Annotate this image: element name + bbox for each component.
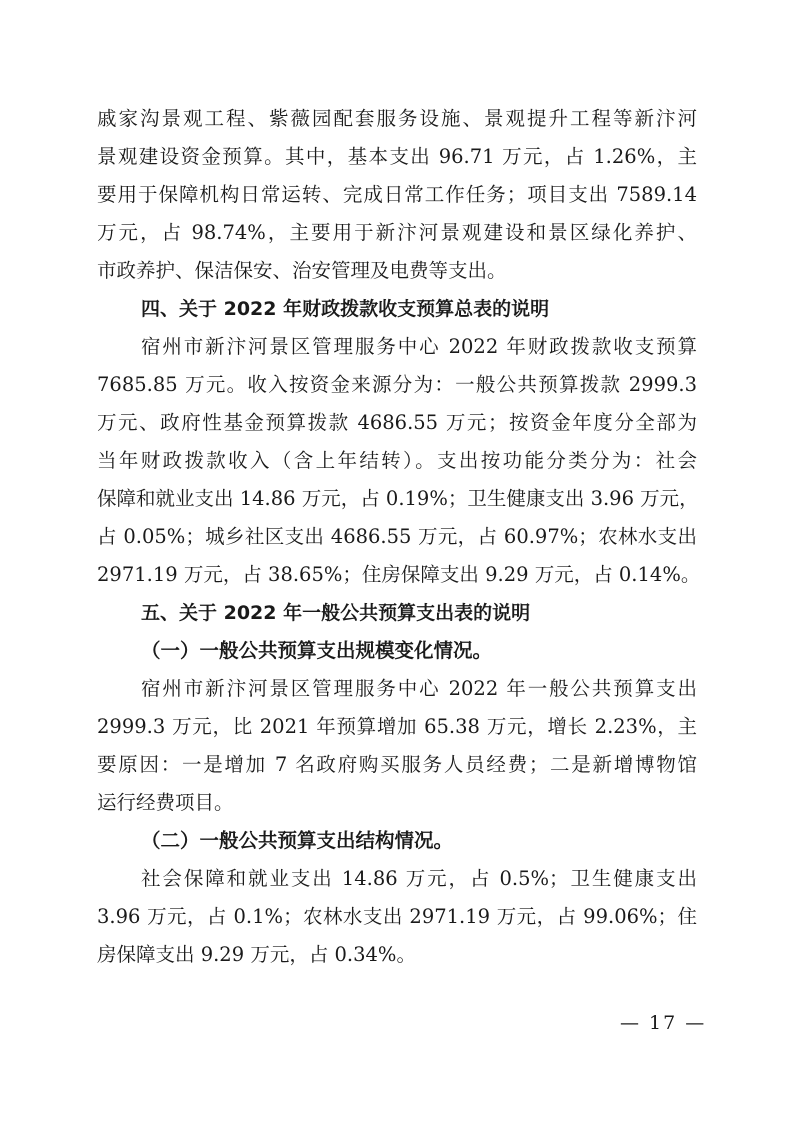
body-text-line: 要原因：一是增加 7 名政府购买服务人员经费；二是新增博物馆 bbox=[97, 753, 697, 776]
sub-heading-1: （一）一般公共预算支出规模变化情况。 bbox=[141, 639, 493, 662]
body-text-line: 万元、政府性基金预算拨款 4686.55 万元；按资金年度分全部为 bbox=[97, 411, 697, 434]
document-body bbox=[97, 100, 701, 974]
body-text-line: 戚家沟景观工程、紫薇园配套服务设施、景观提升工程等新汴河 bbox=[97, 107, 697, 130]
body-text-line: 宿州市新汴河景区管理服务中心 2022 年财政拨款收支预算 bbox=[141, 335, 697, 358]
section-heading-4: 四、关于 2022 年财政拨款收支预算总表的说明 bbox=[141, 298, 550, 320]
body-text-line: 景观建设资金预算。其中，基本支出 96.71 万元，占 1.26%，主 bbox=[97, 145, 697, 168]
section-heading-5: 五、关于 2022 年一般公共预算支出表的说明 bbox=[141, 602, 531, 624]
body-text-line: 万元，占 98.74%，主要用于新汴河景观建设和景区绿化养护、 bbox=[97, 221, 697, 244]
body-text-line: 2971.19 万元，占 38.65%；住房保障支出 9.29 万元，占 0.14%。 bbox=[97, 563, 701, 586]
body-text-line: 运行经费项目。 bbox=[97, 791, 234, 814]
body-text-line: 保障和就业支出 14.86 万元，占 0.19%；卫生健康支出 3.96 万元， bbox=[97, 487, 699, 510]
body-text-line: 市政养护、保洁保安、治安管理及电费等支出。 bbox=[97, 259, 507, 282]
body-text-line: 2999.3 万元，比 2021 年预算增加 65.38 万元，增长 2.23%，主 bbox=[97, 715, 697, 738]
body-text-line: 房保障支出 9.29 万元，占 0.34%。 bbox=[97, 943, 416, 966]
body-text-line: 宿州市新汴河景区管理服务中心 2022 年一般公共预算支出 bbox=[141, 677, 697, 700]
body-text-line: 3.96 万元，占 0.1%；农林水支出 2971.19 万元，占 99.06%；住 bbox=[97, 905, 697, 928]
body-text-line: 要用于保障机构日常运转、完成日常工作任务；项目支出 7589.14 bbox=[97, 183, 697, 206]
sub-heading-2: （二）一般公共预算支出结构情况。 bbox=[141, 829, 454, 852]
body-text-line: 当年财政拨款收入（含上年结转）。支出按功能分类分为：社会 bbox=[97, 449, 697, 472]
page-number: — 17 — bbox=[620, 1012, 707, 1034]
body-text-line: 社会保障和就业支出 14.86 万元，占 0.5%；卫生健康支出 bbox=[141, 867, 697, 890]
body-text-line: 7685.85 万元。收入按资金来源分为：一般公共预算拨款 2999.3 bbox=[97, 373, 697, 396]
body-text-line: 占 0.05%；城乡社区支出 4686.55 万元，占 60.97%；农林水支出 bbox=[97, 525, 697, 548]
